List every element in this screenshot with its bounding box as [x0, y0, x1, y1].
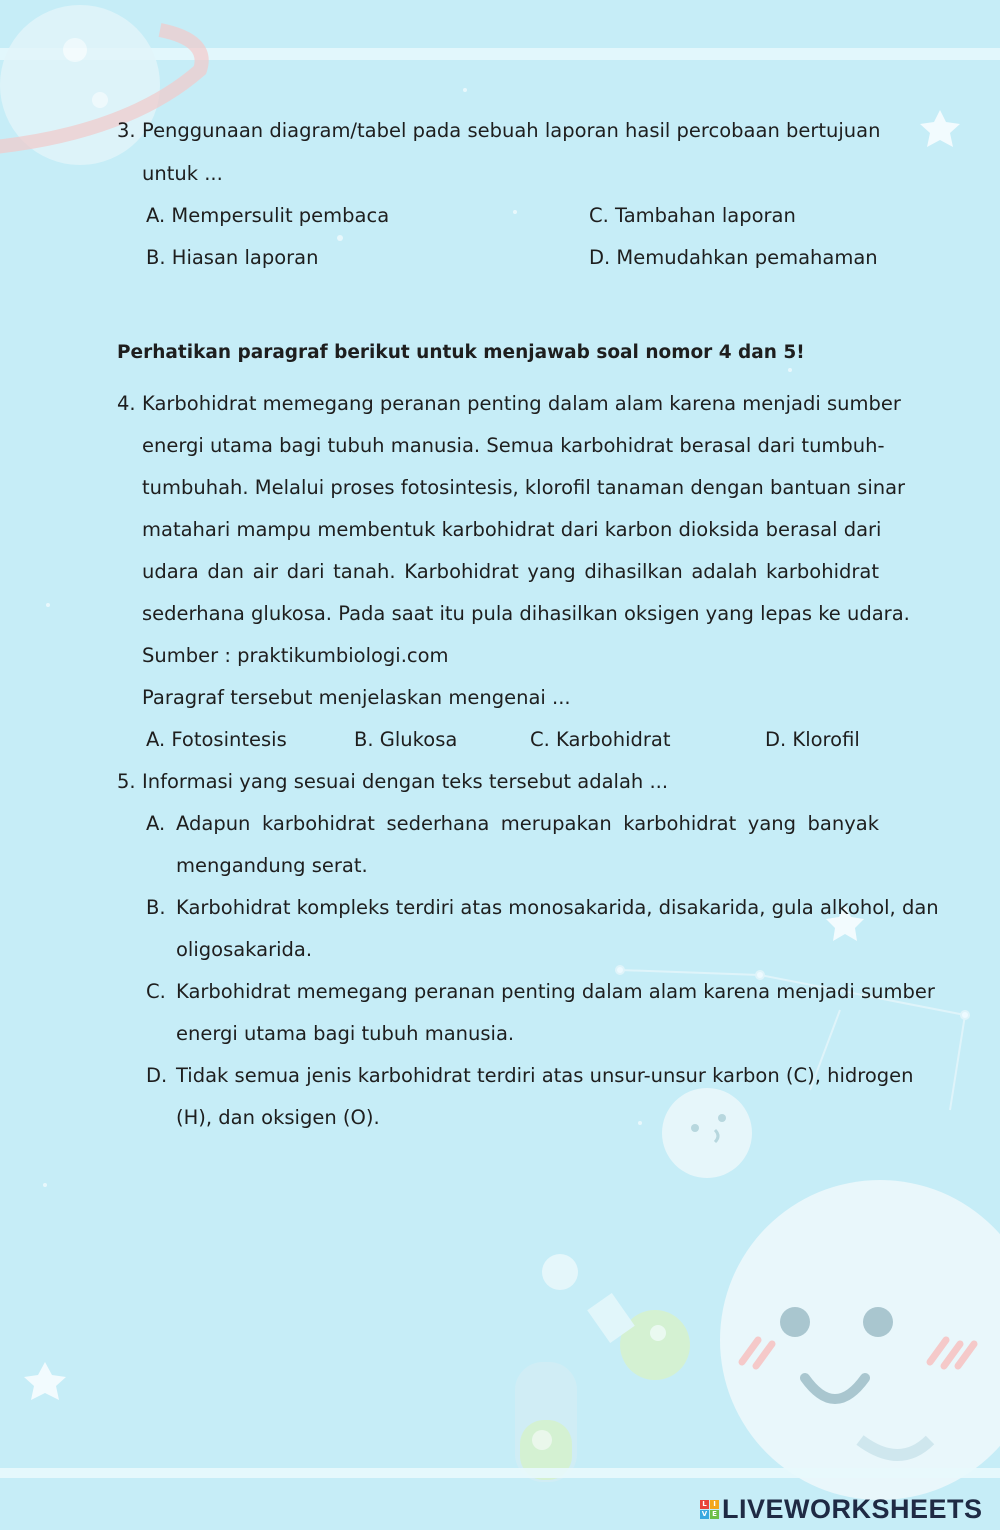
paragraph-line: sederhana glukosa. Pada saat itu pula dihasilkan oksigen yang lepas ke udara.	[142, 602, 910, 625]
option-text-line: mengandung serat.	[176, 854, 368, 877]
paragraph-line: udara dan air dari tanah. Karbohidrat yang dihasilkan adalah karbohidrat	[142, 560, 879, 583]
option-letter: D.	[146, 1064, 168, 1087]
option-text-line: (H), dan oksigen (O).	[176, 1106, 380, 1129]
question-stem-line: Penggunaan diagram/tabel pada sebuah laporan hasil percobaan bertujuan	[142, 119, 881, 142]
option-text-line: Adapun karbohidrat sederhana merupakan karbohidrat yang banyak	[176, 812, 879, 835]
option-a[interactable]: A. Mempersulit pembaca	[146, 204, 390, 227]
option-letter: A.	[146, 812, 166, 835]
option-text-line: oligosakarida.	[176, 938, 313, 961]
option-text-line: Karbohidrat memegang peranan penting dalam alam karena menjadi sumber	[176, 980, 935, 1003]
section-instruction: Perhatikan paragraf berikut untuk menjawab soal nomor 4 dan 5!	[117, 342, 805, 363]
logo-text: LIVEWORKSHEETS	[722, 1493, 983, 1524]
option-d[interactable]: D. Klorofil	[765, 728, 860, 751]
option-c[interactable]: C. Tambahan laporan	[589, 204, 796, 227]
paragraph-line: energi utama bagi tubuh manusia. Semua karbohidrat berasal dari tumbuh-	[142, 434, 885, 457]
logo-mark-letter: E	[710, 1510, 719, 1519]
logo-mark-letter: L	[700, 1500, 709, 1509]
logo-mark-letter: V	[701, 1509, 708, 1518]
option-d[interactable]: D. Memudahkan pemahaman	[589, 246, 878, 269]
option-b[interactable]: B. Glukosa	[354, 728, 458, 751]
liveworksheets-logo[interactable]	[700, 1494, 983, 1524]
option-a[interactable]: A. Fotosintesis	[146, 728, 287, 751]
question-number: 3.	[117, 119, 136, 142]
option-letter: C.	[146, 980, 166, 1003]
paragraph-line: matahari mampu membentuk karbohidrat dari karbon dioksida berasal dari	[142, 518, 882, 541]
option-letter: B.	[146, 896, 166, 919]
source-citation: Sumber : praktikumbiologi.com	[142, 644, 449, 667]
option-c[interactable]: C. Karbohidrat	[530, 728, 671, 751]
logo-mark-icon	[700, 1500, 719, 1519]
paragraph-line: tumbuhah. Melalui proses fotosintesis, klorofil tanaman dengan bantuan sinar	[142, 476, 906, 499]
option-text-line: energi utama bagi tubuh manusia.	[176, 1022, 515, 1045]
question-stem-line: untuk ...	[142, 162, 223, 185]
question-number: 4.	[117, 392, 136, 415]
option-b[interactable]: B. Hiasan laporan	[146, 246, 319, 269]
logo-mark-letter: I	[710, 1500, 719, 1509]
option-text-line: Tidak semua jenis karbohidrat terdiri atas unsur-unsur karbon (C), hidrogen	[176, 1064, 914, 1087]
question-text: Informasi yang sesuai dengan teks tersebut adalah ...	[142, 770, 669, 793]
option-text-line: Karbohidrat kompleks terdiri atas monosakarida, disakarida, gula alkohol, dan	[176, 896, 939, 919]
question-number: 5.	[117, 770, 136, 793]
paragraph-line: Karbohidrat memegang peranan penting dalam alam karena menjadi sumber	[142, 392, 901, 415]
question-text: Paragraf tersebut menjelaskan mengenai ...	[142, 686, 571, 709]
